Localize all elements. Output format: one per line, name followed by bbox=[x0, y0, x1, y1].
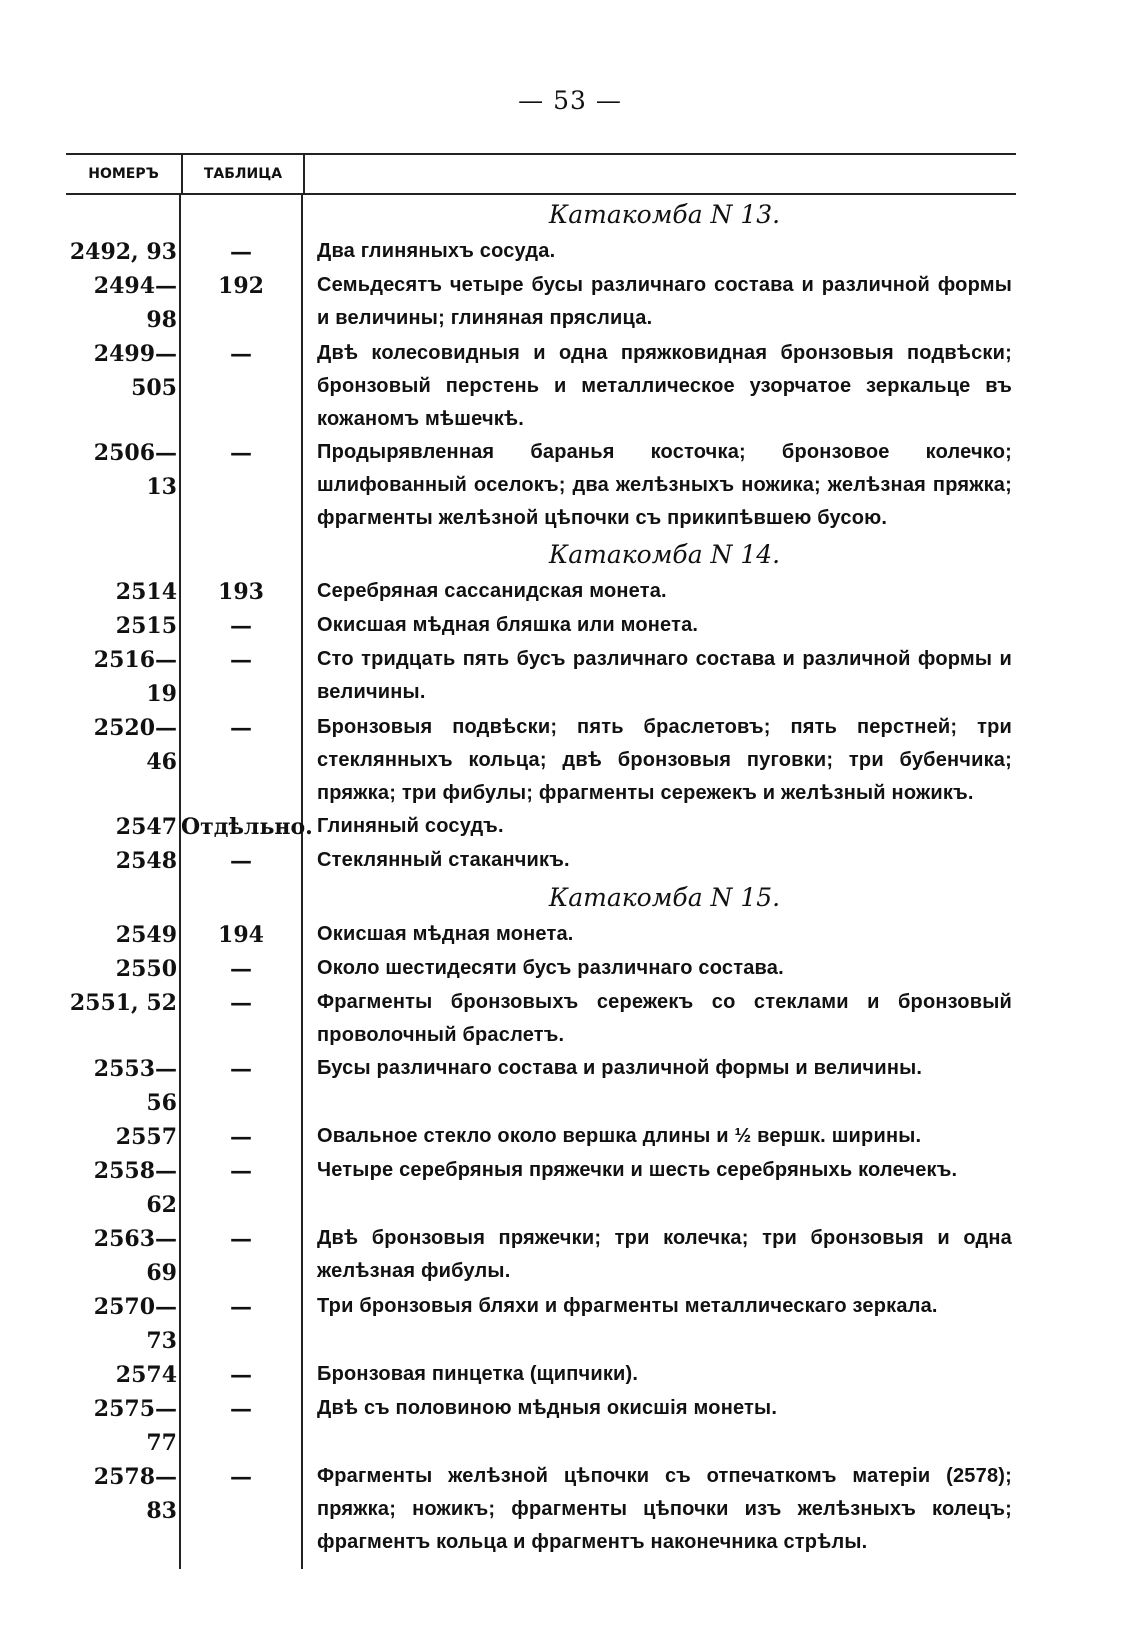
item-description: Бусы различнаго состава и различной формы и величины. bbox=[317, 1057, 923, 1079]
table-row bbox=[66, 918, 1016, 952]
plate-number: — bbox=[181, 609, 303, 643]
item-description: Серебряная сассанидская монета. bbox=[317, 580, 667, 602]
item-description: Два глиняныхъ сосуда. bbox=[317, 240, 556, 262]
plate-number: — bbox=[181, 1290, 303, 1358]
page-number: — 53 — bbox=[518, 86, 622, 115]
item-number: 2549 bbox=[66, 918, 181, 952]
plate-number: — bbox=[181, 337, 303, 436]
item-description: Продырявленная баранья косточка; бронзовое колечко; шлифованный оселокъ; два желѣзныхъ ножика; желѣзная пряжка; фрагменты желѣзной цѣпочки съ прикипѣвшею бусою. bbox=[317, 441, 1012, 529]
table-row bbox=[66, 1154, 1016, 1222]
item-description: Глиняный сосудъ. bbox=[317, 815, 504, 837]
item-description: Двѣ съ половиною мѣдныя окисшія монеты. bbox=[317, 1397, 778, 1419]
item-description: Двѣ бронзовыя пряжечки; три колечка; три бронзовыя и одна желѣзная фибулы. bbox=[317, 1227, 1012, 1282]
plate-number: — bbox=[181, 1154, 303, 1222]
table-row bbox=[66, 1290, 1016, 1358]
plate-number: — bbox=[181, 643, 303, 711]
empty-table-cell bbox=[181, 535, 303, 575]
column-header-number: НОМЕРЪ bbox=[66, 155, 183, 193]
item-description: Фрагменты бронзовыхъ сережекъ со стеклами и бронзовый проволочный браслетъ. bbox=[317, 991, 1012, 1046]
section-heading-row bbox=[66, 878, 1016, 918]
empty-table-cell bbox=[181, 195, 303, 235]
item-description: Три бронзовыя бляхи и фрагменты металлическаго зеркала. bbox=[317, 1295, 938, 1317]
empty-number-cell bbox=[66, 1559, 181, 1569]
item-number: 2547 bbox=[66, 810, 181, 844]
plate-number: 194 bbox=[181, 918, 303, 952]
table-row bbox=[66, 1460, 1016, 1559]
plate-number: 193 bbox=[181, 575, 303, 609]
plate-number: — bbox=[181, 1460, 303, 1559]
plate-number: — bbox=[181, 1222, 303, 1290]
plate-number: — bbox=[181, 1120, 303, 1154]
table-row bbox=[66, 810, 1016, 844]
plate-number: — bbox=[181, 1052, 303, 1120]
table-row bbox=[66, 711, 1016, 810]
item-number: 2492, 93 bbox=[66, 235, 181, 269]
table-row bbox=[66, 235, 1016, 269]
item-number: 2515 bbox=[66, 609, 181, 643]
table-row bbox=[66, 337, 1016, 436]
plate-number: — bbox=[181, 844, 303, 878]
item-description: Бронзовая пинцетка (щипчики). bbox=[317, 1363, 639, 1385]
item-number: 2578—83 bbox=[66, 1460, 181, 1559]
item-description: Семьдесятъ четыре бусы различнаго состава и различной формы и величины; глиняная пряслица. bbox=[317, 274, 1012, 329]
item-number: 2548 bbox=[66, 844, 181, 878]
item-description: Около шестидесяти бусъ различнаго состава. bbox=[317, 957, 784, 979]
table-row bbox=[66, 436, 1016, 535]
item-number: 2494—98 bbox=[66, 269, 181, 337]
item-description: Окисшая мѣдная монета. bbox=[317, 923, 574, 945]
section-title: Катакомба N 14. bbox=[548, 540, 781, 569]
empty-number-cell bbox=[66, 535, 181, 575]
item-number: 2570—73 bbox=[66, 1290, 181, 1358]
item-number: 2514 bbox=[66, 575, 181, 609]
section-heading-row bbox=[66, 195, 1016, 235]
item-number: 2558—62 bbox=[66, 1154, 181, 1222]
table-row bbox=[66, 986, 1016, 1052]
table-row bbox=[66, 643, 1016, 711]
plate-number: — bbox=[181, 952, 303, 986]
table-tail bbox=[66, 1559, 1016, 1569]
item-description: Бронзовыя подвѣски; пять браслетовъ; пять перстней; три стеклянныхъ кольца; двѣ бронзовыя пуговки; три бубенчика; пряжка; три фибулы; фрагменты сережекъ и желѣзный ножикъ. bbox=[317, 716, 1012, 804]
table-row bbox=[66, 1358, 1016, 1392]
section-heading-row bbox=[66, 535, 1016, 575]
plate-number: — bbox=[181, 1358, 303, 1392]
item-number: 2550 bbox=[66, 952, 181, 986]
table-row bbox=[66, 952, 1016, 986]
catalog-table bbox=[66, 153, 1016, 1569]
item-number: 2575—77 bbox=[66, 1392, 181, 1460]
table-row bbox=[66, 844, 1016, 878]
plate-number: — bbox=[181, 235, 303, 269]
item-number: 2563—69 bbox=[66, 1222, 181, 1290]
item-description: Двѣ колесовидныя и одна пряжковидная бронзовыя подвѣски; бронзовый перстень и металлическое узорчатое зеркальце въ кожаномъ мѣшечкѣ. bbox=[317, 342, 1012, 430]
item-description: Стеклянный стаканчикъ. bbox=[317, 849, 570, 871]
empty-number-cell bbox=[66, 878, 181, 918]
table-row bbox=[66, 1120, 1016, 1154]
plate-number: 192 bbox=[181, 269, 303, 337]
table-row bbox=[66, 1222, 1016, 1290]
item-number: 2516—19 bbox=[66, 643, 181, 711]
table-row bbox=[66, 1052, 1016, 1120]
table-row bbox=[66, 609, 1016, 643]
item-number: 2574 bbox=[66, 1358, 181, 1392]
empty-table-cell bbox=[181, 1559, 303, 1569]
item-description: Окисшая мѣдная бляшка или монета. bbox=[317, 614, 699, 636]
section-title: Катакомба N 13. bbox=[548, 200, 781, 229]
item-number: 2506—13 bbox=[66, 436, 181, 535]
item-number: 2520—46 bbox=[66, 711, 181, 810]
plate-number: — bbox=[181, 986, 303, 1052]
table-row bbox=[66, 269, 1016, 337]
empty-table-cell bbox=[181, 878, 303, 918]
table-body bbox=[66, 195, 1016, 1569]
item-number: 2499—505 bbox=[66, 337, 181, 436]
table-row bbox=[66, 1392, 1016, 1460]
item-description: Фрагменты желѣзной цѣпочки съ отпечаткомъ матеріи (2578); пряжка; ножикъ; фрагменты цѣпочки изъ желѣзныхъ колецъ; фрагментъ кольца и фрагментъ наконечника стрѣлы. bbox=[317, 1465, 1012, 1553]
plate-number: — bbox=[181, 711, 303, 810]
table-header bbox=[66, 153, 1016, 195]
table-row bbox=[66, 575, 1016, 609]
plate-number: — bbox=[181, 1392, 303, 1460]
section-title: Катакомба N 15. bbox=[548, 883, 781, 912]
item-description: Овальное стекло около вершка длины и ½ вершк. ширины. bbox=[317, 1125, 922, 1147]
item-number: 2551, 52 bbox=[66, 986, 181, 1052]
item-number: 2557 bbox=[66, 1120, 181, 1154]
plate-number: — bbox=[181, 436, 303, 535]
plate-number: Отдѣльно. bbox=[181, 810, 303, 844]
item-description: Четыре серебряныя пряжечки и шесть серебряныхь колечекъ. bbox=[317, 1159, 958, 1181]
item-description: Сто тридцать пять бусъ различнаго состава и различной формы и величины. bbox=[317, 648, 1012, 703]
empty-number-cell bbox=[66, 195, 181, 235]
column-header-table: ТАБЛИЦА bbox=[183, 155, 305, 193]
item-number: 2553—56 bbox=[66, 1052, 181, 1120]
